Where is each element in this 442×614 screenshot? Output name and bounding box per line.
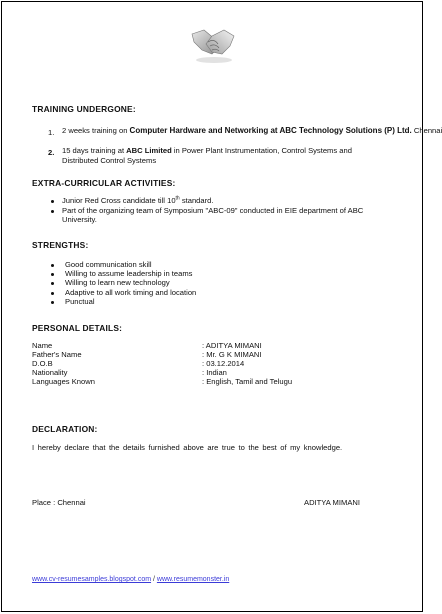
place-field: Place : Chennai bbox=[32, 498, 86, 507]
resume-page bbox=[1, 1, 442, 612]
training-item-1: 2 weeks training on Computer Hardware and Networking at ABC Technology Solutions (P) Ltd. Chennai bbox=[62, 126, 442, 135]
bullet-icon bbox=[51, 282, 54, 285]
footer-links bbox=[32, 568, 229, 586]
bullet-icon bbox=[51, 301, 54, 304]
personal-value-name: : ADITYA MIMANI bbox=[202, 341, 262, 350]
extra-item-2-line2: University. bbox=[62, 215, 97, 224]
footer-separator: / bbox=[151, 576, 157, 583]
personal-value-nationality: : Indian bbox=[202, 368, 227, 377]
strength-item: Good communication skill bbox=[65, 260, 152, 269]
signature-name: ADITYA MIMANI bbox=[304, 498, 360, 507]
personal-value-dob: : 03.12.2014 bbox=[202, 359, 245, 368]
personal-label-name: Name bbox=[32, 341, 53, 350]
bullet-icon bbox=[51, 273, 54, 276]
strength-item: Adaptive to all work timing and location bbox=[65, 288, 197, 297]
training-item-1-bold-part: Computer Hardware and Networking at ABC Technology Solutions (P) Ltd. bbox=[129, 126, 412, 135]
strength-item: Willing to assume leadership in teams bbox=[65, 269, 193, 278]
bullet-icon bbox=[51, 264, 54, 267]
personal-label-dob: D.O.B bbox=[32, 359, 53, 368]
list-number: 2. bbox=[48, 148, 55, 157]
section-heading-extra-curricular: EXTRA-CURRICULAR ACTIVITIES: bbox=[32, 178, 176, 188]
section-heading-declaration: DECLARATION: bbox=[32, 424, 98, 434]
training-item-2: 15 days training at ABC Limited in Power Plant Instrumentation, Control Systems and bbox=[62, 146, 352, 155]
section-heading-strengths: STRENGTHS: bbox=[32, 240, 89, 250]
personal-label-nationality: Nationality bbox=[32, 368, 68, 377]
personal-value-languages: : English, Tamil and Telugu bbox=[202, 377, 293, 386]
list-number: 1. bbox=[48, 128, 55, 137]
extra-item-1: Junior Red Cross candidate till 10th standard. bbox=[62, 195, 214, 205]
bullet-icon bbox=[51, 200, 54, 203]
section-heading-personal-details: PERSONAL DETAILS: bbox=[32, 323, 123, 333]
personal-value-father: : Mr. G K MIMANI bbox=[202, 350, 262, 359]
strength-item: Punctual bbox=[65, 297, 95, 306]
extra-item-2: Part of the organizing team of Symposium "ABC-09" conducted in EIE department of ABC bbox=[62, 206, 364, 215]
training-item-2-line2: Distributed Control Systems bbox=[62, 156, 157, 165]
section-heading-training: TRAINING UNDERGONE: bbox=[32, 104, 136, 114]
bullet-icon bbox=[51, 292, 54, 295]
personal-label-father: Father's Name bbox=[32, 350, 82, 359]
footer-link-cv-samples[interactable]: www.cv-resumesamples.blogspot.com bbox=[32, 576, 152, 583]
strength-item: Willing to learn new technology bbox=[65, 278, 170, 287]
footer-link-resumemonster[interactable]: www.resumemonster.in bbox=[156, 576, 230, 583]
handshake-icon bbox=[190, 24, 236, 64]
declaration-text: I hereby declare that the details furnished above are true to the best of my knowledge. bbox=[32, 443, 343, 452]
bullet-icon bbox=[51, 210, 54, 213]
personal-label-languages: Languages Known bbox=[32, 377, 95, 386]
